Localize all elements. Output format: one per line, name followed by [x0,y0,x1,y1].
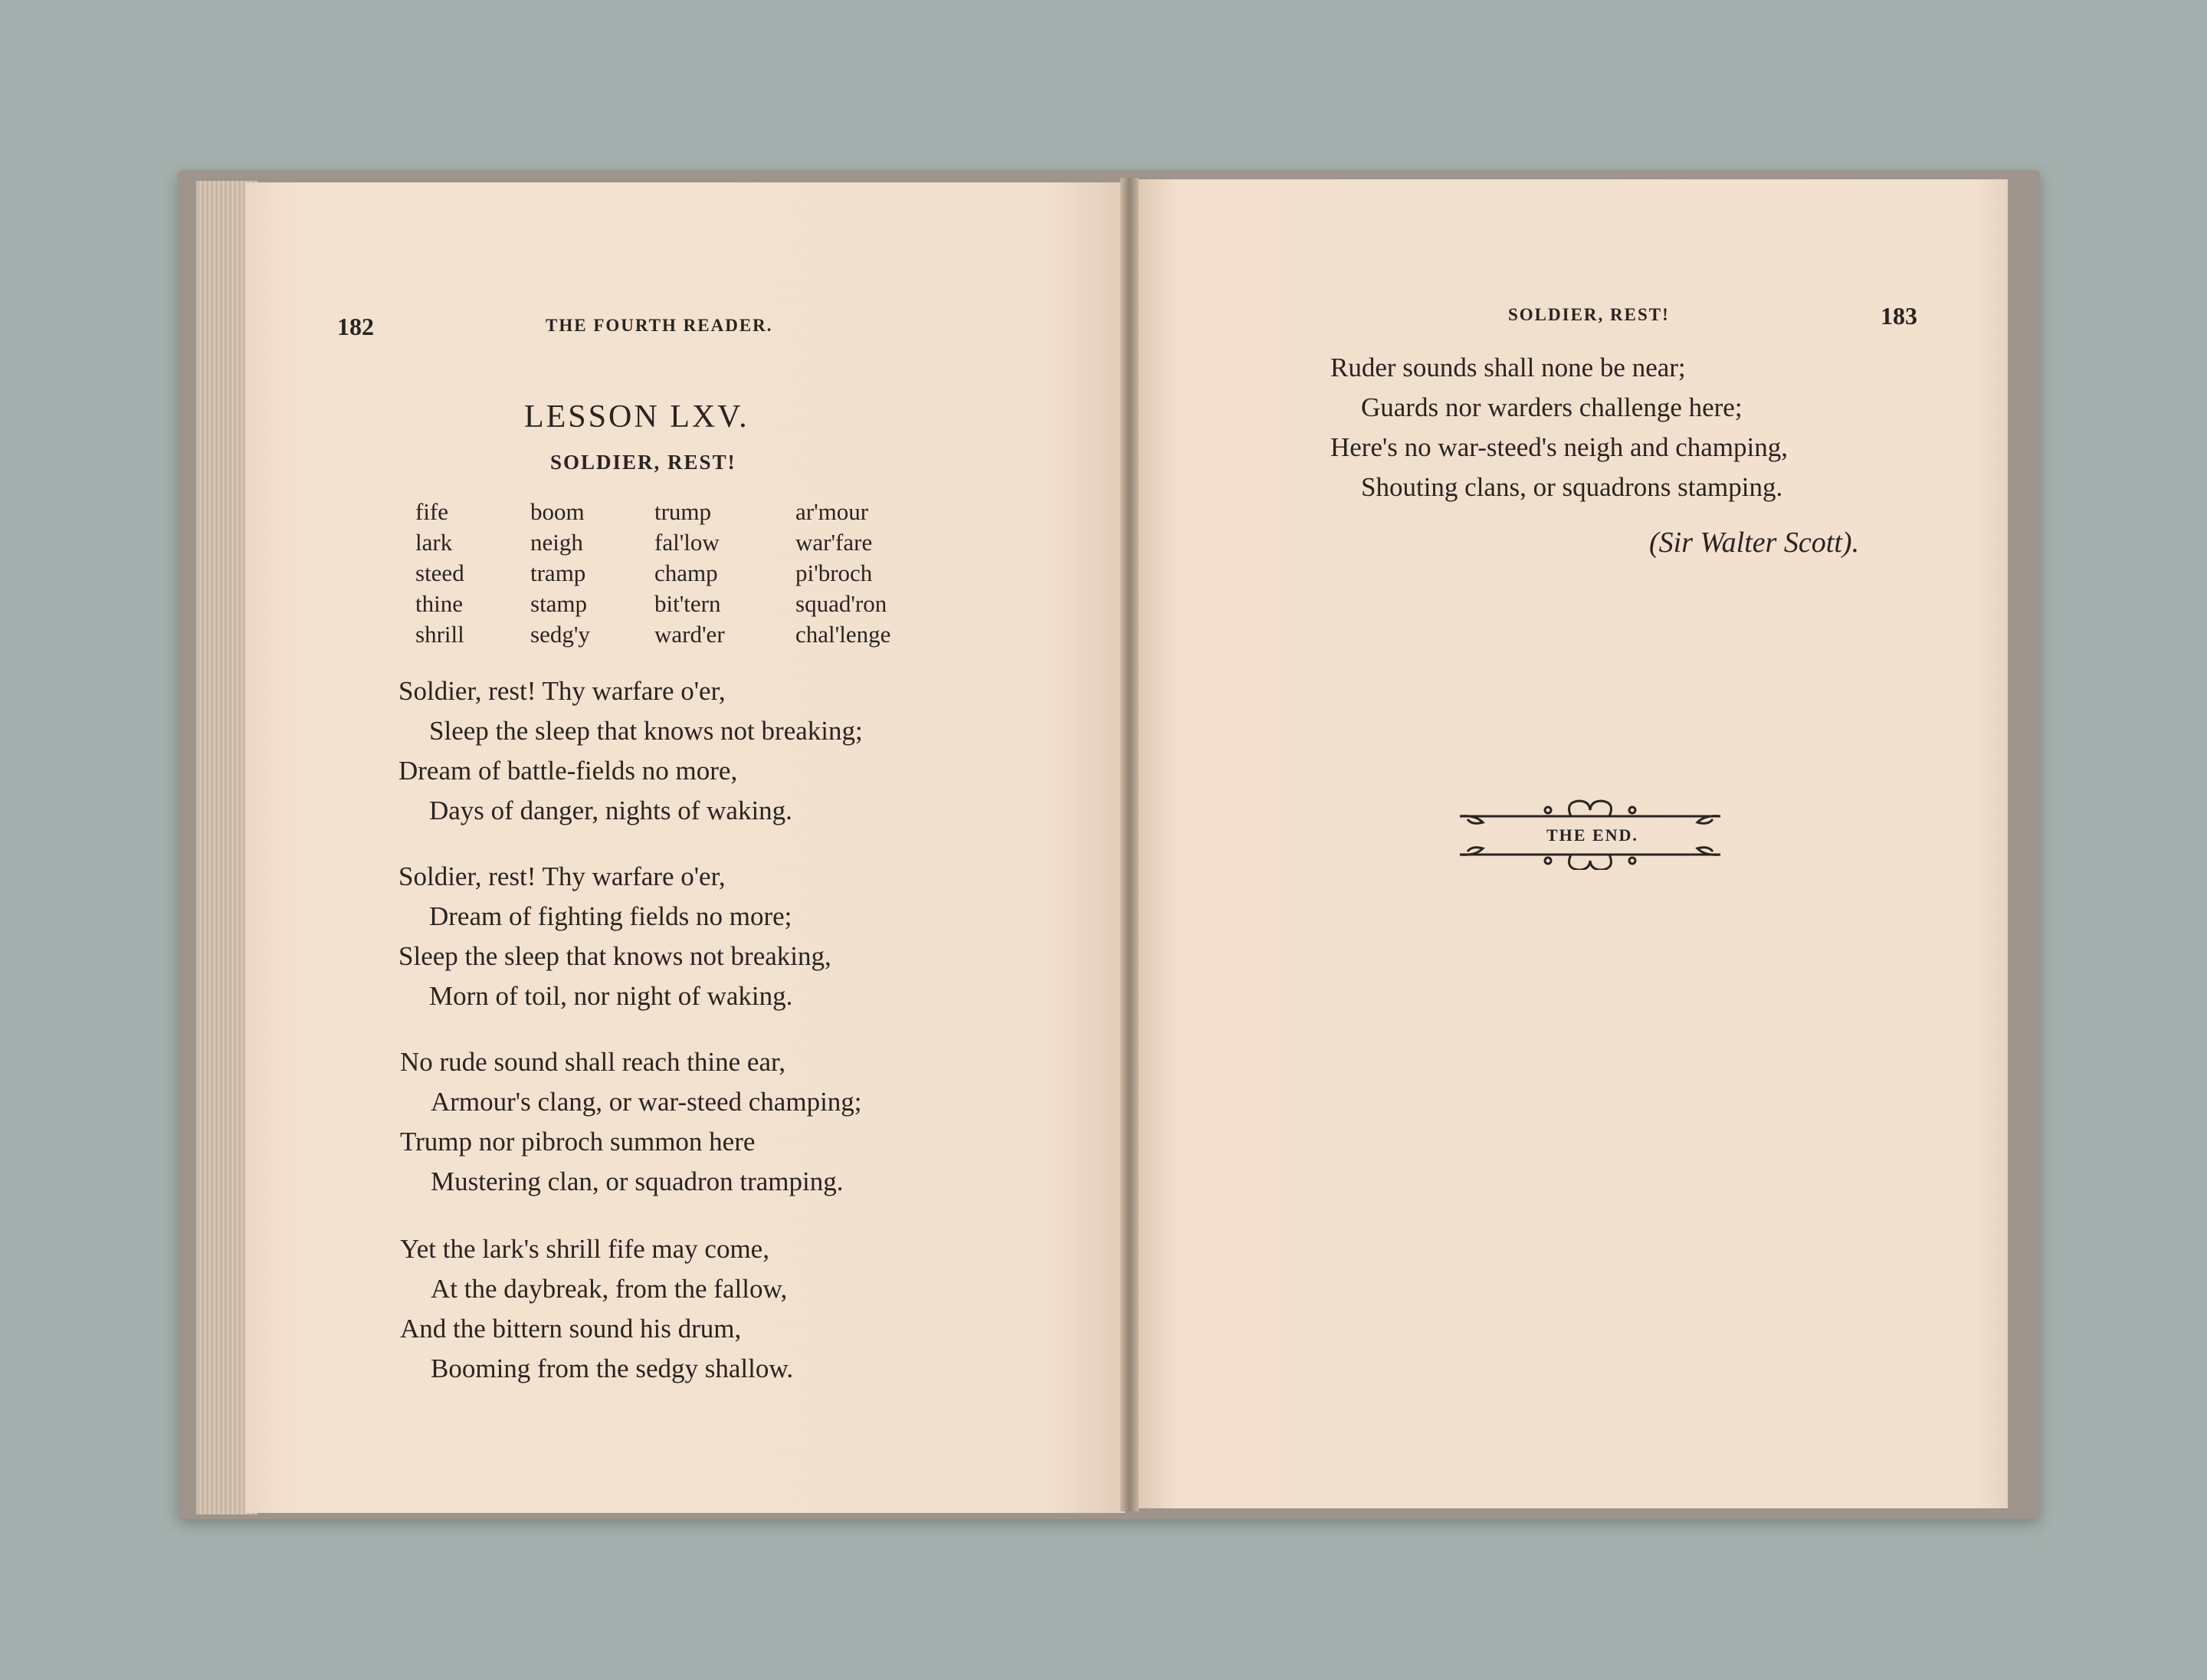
end-ornament [1456,793,1724,870]
stanza-3 [400,1042,862,1202]
vocab-word: bit'tern [654,590,721,617]
page-number-left: 182 [337,313,374,340]
vocab-word: trump [654,498,712,525]
vocab-word: fal'low [654,529,720,556]
vocab-word: boom [530,498,585,525]
verse-line: Trump nor pibroch summon here [400,1127,756,1157]
page-number-right: 183 [1881,302,1917,330]
stanza-5 [1330,348,1788,507]
author-attribution: (Sir Walter Scott). [1649,527,1860,559]
vocab-word: stamp [530,590,588,617]
vocab-word: war'fare [795,529,873,556]
vocab-column-2 [530,497,590,650]
running-head-left: THE FOURTH READER. [546,316,773,335]
vocab-word: sedg'y [530,621,590,648]
verse-line: Days of danger, nights of waking. [429,796,792,825]
verse-line: Dream of battle-fields no more, [398,756,738,786]
verse-line: Soldier, rest! Thy warfare o'er, [398,861,726,891]
vocab-word: squad'ron [795,590,887,617]
verse-line: And the bittern sound his drum, [400,1314,742,1344]
vocab-word: shrill [415,621,464,648]
book-gutter [1120,178,1139,1511]
verse-line: Morn of toil, nor night of waking. [429,981,793,1011]
vocab-column-1 [415,497,464,650]
verse-line: Soldier, rest! Thy warfare o'er, [398,676,726,706]
stanza-4 [400,1229,793,1389]
vocab-word: pi'broch [795,559,873,586]
verse-line: At the daybreak, from the fallow, [431,1274,788,1304]
vocab-word: chal'lenge [795,621,891,648]
verse-line: Ruder sounds shall none be near; [1330,353,1686,382]
vocab-word: thine [415,590,463,617]
verse-line: Shouting clans, or squadrons stamping. [1361,472,1783,502]
vocab-word: fife [415,498,449,525]
vocab-word: lark [415,529,453,556]
verse-line: Sleep the sleep that knows not breaking, [398,941,831,971]
vocab-word: tramp [530,559,586,586]
vocab-word: ar'mour [795,498,869,525]
verse-line: No rude sound shall reach thine ear, [400,1047,786,1077]
stanza-2 [398,857,831,1016]
verse-line: Sleep the sleep that knows not breaking; [429,716,863,746]
verse-line: Booming from the sedgy shallow. [431,1354,794,1383]
end-text: THE END. [1546,825,1638,845]
lesson-subtitle: SOLDIER, REST! [550,451,736,474]
vocab-word: steed [415,559,464,586]
verse-line: Guards nor warders challenge here; [1361,392,1743,422]
vocab-column-3 [654,497,725,650]
verse-line: Here's no war-steed's neigh and champing, [1330,432,1788,462]
vocab-word: neigh [530,529,583,556]
vocab-column-4 [795,497,890,650]
verse-line: Armour's clang, or war-steed champing; [431,1087,862,1117]
lesson-title: LESSON LXV. [524,399,749,435]
stanza-1 [398,671,863,831]
vocab-word: ward'er [654,621,725,648]
verse-line: Dream of fighting fields no more; [429,901,792,931]
vocab-word: champ [654,559,718,586]
verse-line: Mustering clan, or squadron tramping. [431,1166,844,1196]
verse-line: Yet the lark's shrill fife may come, [400,1234,769,1264]
running-head-right: SOLDIER, REST! [1508,305,1670,324]
